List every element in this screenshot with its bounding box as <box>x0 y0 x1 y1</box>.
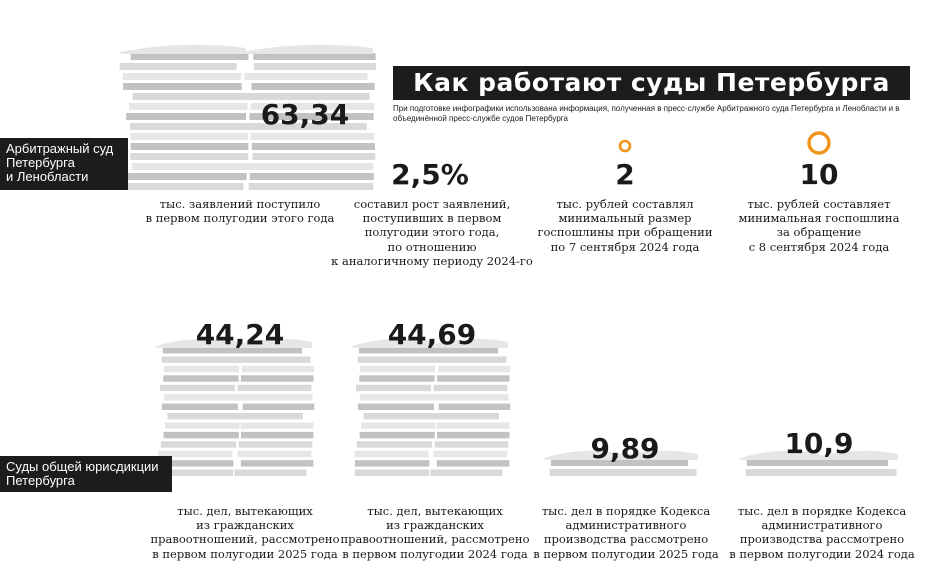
stat-value-old-fee: 2 <box>615 158 635 191</box>
paper-sheet <box>360 394 435 400</box>
section-label-arbitration: Арбитражный суд Петербурга и Ленобласти <box>0 138 128 190</box>
paper-sheet <box>358 356 434 362</box>
paper-sheet <box>430 470 502 476</box>
paper-sheet <box>241 432 314 438</box>
source-note: При подготовке инфографики использована информация, полученная в пресс-службе Арбитражного суда Петербурга и Ленобласти и в объединённой пресс-службе судов Петербурга <box>393 104 900 123</box>
paper-sheet <box>746 469 820 476</box>
paper-sheet <box>254 63 376 70</box>
coin-ring-icon <box>618 139 632 153</box>
stat-value-admin-2024: 10,9 <box>784 427 854 460</box>
paper-sheet <box>359 375 434 381</box>
paper-stack-general-2025 <box>150 330 320 480</box>
paper-sheet <box>355 460 429 466</box>
paper-sheet <box>817 469 896 476</box>
paper-sheet <box>252 143 375 150</box>
paper-sheet <box>435 394 508 400</box>
paper-sheet <box>160 385 235 391</box>
paper-sheet <box>241 375 314 381</box>
paper-sheet <box>253 153 376 160</box>
paper-sheet <box>161 441 236 447</box>
paper-sheet <box>360 432 435 438</box>
paper-sheet <box>241 460 314 466</box>
paper-sheet <box>239 394 312 400</box>
paper-sheet <box>251 133 375 140</box>
paper-sheet <box>357 441 432 447</box>
paper-sheet <box>164 366 239 372</box>
paper-sheet <box>129 103 247 110</box>
paper-sheet <box>124 183 243 190</box>
stat-caption-applications: тыс. заявлений поступило в первом полугодии этого года <box>145 197 335 226</box>
paper-sheet-curl <box>242 45 373 54</box>
paper-sheet <box>165 422 239 428</box>
paper-sheet <box>163 375 238 381</box>
paper-sheet <box>123 83 242 90</box>
paper-sheet <box>234 470 306 476</box>
stat-value-civil-2024: 44,69 <box>387 318 477 351</box>
paper-sheet <box>251 83 374 90</box>
paper-sheet <box>162 404 238 410</box>
section-label-general: Суды общей юрисдикции Петербурга <box>0 456 172 492</box>
paper-sheet <box>439 404 511 410</box>
paper-sheet <box>356 385 431 391</box>
paper-sheet <box>167 413 240 419</box>
paper-sheet <box>811 459 888 466</box>
paper-sheet <box>242 366 314 372</box>
paper-sheet <box>162 356 238 362</box>
stat-caption-admin-2024: тыс. дел в порядке Кодекса административного производства рассмотрено в первом полугодии 2024 года <box>729 504 915 561</box>
paper-sheet-curl <box>120 45 246 54</box>
stat-value-growth: 2,5% <box>391 158 469 191</box>
paper-sheet <box>253 53 375 60</box>
stat-caption-old-fee: тыс. рублей составлял минимальный размер госпошлины при обращении по 7 сентября 2024 года <box>537 197 713 254</box>
coin-ring-icon <box>806 130 832 156</box>
paper-sheet <box>361 422 435 428</box>
paper-sheet <box>550 469 622 476</box>
stat-caption-civil-2024: тыс. дел, вытекающих из гражданских правоотношений, рассмотрено в первом полугодии 2024 года <box>340 504 530 561</box>
paper-sheet <box>127 173 246 180</box>
paper-sheet <box>358 404 434 410</box>
paper-sheet <box>239 441 313 447</box>
paper-sheet <box>241 422 314 428</box>
paper-sheet <box>131 143 249 150</box>
paper-sheet <box>237 451 311 457</box>
stat-caption-admin-2025: тыс. дел в порядке Кодекса административного производства рассмотрено в первом полугодии 2025 года <box>533 504 719 561</box>
paper-sheet <box>363 413 436 419</box>
paper-sheet <box>243 404 315 410</box>
paper-sheet <box>130 123 248 130</box>
paper-sheet <box>355 470 429 476</box>
paper-sheet <box>123 73 241 80</box>
paper-sheet <box>433 356 506 362</box>
paper-sheet <box>437 422 510 428</box>
paper-sheet <box>360 366 435 372</box>
paper-sheet <box>130 153 248 160</box>
paper-sheet <box>249 183 374 190</box>
stat-caption-growth: составил рост заявлений, поступивших в первом полугодии этого года, по отношению к аналогичному периоду 2024-го <box>331 197 533 268</box>
paper-sheet <box>437 375 510 381</box>
paper-sheet <box>435 441 509 447</box>
paper-sheet <box>437 432 510 438</box>
paper-sheet <box>244 73 367 80</box>
paper-sheet <box>428 413 499 419</box>
paper-sheet <box>132 163 249 170</box>
paper-sheet <box>130 133 248 140</box>
paper-sheet <box>434 385 508 391</box>
paper-sheet <box>126 113 246 120</box>
paper-sheet <box>438 366 510 372</box>
paper-sheet <box>747 459 821 466</box>
paper-sheet <box>237 356 310 362</box>
stat-caption-new-fee: тыс. рублей составляет минимальная госпошлина за обращение с 8 сентября 2024 года <box>738 197 900 254</box>
paper-sheet <box>120 63 237 70</box>
paper-sheet <box>131 53 249 60</box>
paper-sheet <box>164 394 239 400</box>
paper-sheet <box>433 451 507 457</box>
stat-value-civil-2025: 44,24 <box>195 318 285 351</box>
paper-sheet <box>619 469 696 476</box>
stat-value-applications: 63,34 <box>260 98 350 131</box>
paper-sheet <box>250 173 374 180</box>
paper-sheet <box>238 385 312 391</box>
paper-sheet <box>354 451 428 457</box>
paper-sheet <box>249 163 374 170</box>
paper-sheet <box>164 432 239 438</box>
paper-stack-general-2024 <box>346 330 516 480</box>
stat-value-admin-2025: 9,89 <box>590 432 660 465</box>
stat-value-new-fee: 10 <box>799 158 839 191</box>
page-title: Как работают суды Петербурга <box>393 66 910 100</box>
stat-caption-civil-2025: тыс. дел, вытекающих из гражданских правоотношений, рассмотрено в первом полугодии 2025 года <box>150 504 340 561</box>
paper-sheet <box>133 93 250 100</box>
paper-sheet <box>437 460 510 466</box>
paper-sheet <box>232 413 303 419</box>
